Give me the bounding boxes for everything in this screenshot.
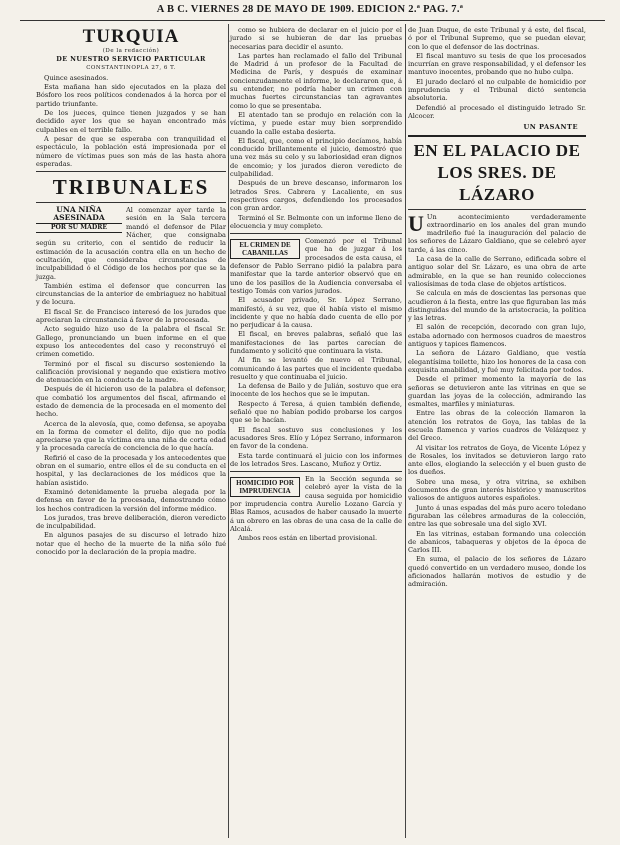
tribunales-para: Acerca de la alevosía, que, como defensa, se apoyaba en la forma de cometer el delito, dijo que no podía apreciarse ya que la víctima era una niña de corta edad y la procesada carecía de conciencia de lo que hacía. — [36, 419, 226, 453]
turquia-para: Esta mañana han sido ejecutados en la plaza del Bósforo los reos políticos condenados á la horca por el partido triunfante. — [36, 83, 226, 108]
homicidio-lead: En la Sección segunda se celebró ayer la vista de la causa seguida por homicidio por imprudencia contra Aurelio Lozano García y Blas Ramos, acusados de haber causado la muerte á un obrero en las obras de una casa de la calle de Alcalá. — [230, 475, 402, 533]
dropcap-u: U — [408, 210, 424, 236]
col3-para: El fiscal mantuvo su tesis de que los procesados incurrían en grave responsabilidad, y el defensor les mantuvo inocentes, probando que no hubo culpa. — [408, 51, 586, 77]
tribunales-lead: Al comenzar ayer tarde la sesión en la Sala tercera mandó el defensor de Pilar Nácher, que consignaba según su criterio, con el sentido de reducir la estimación de la acusación contra ella en un hecho de ocultación, que consideraba circunstancias de inculpabilidad ó el Código de los hechos por que se la juzga. — [36, 206, 226, 281]
col2-para: Terminó el Sr. Belmonte con un informe lleno de elocuencia y muy completo. — [230, 213, 402, 230]
palacio-para: Al visitar los retratos de Goya, de Vicente López y de Rosales, los invitados se detuvieron largo rato ante ellos, elogiando la selección y el buen gusto de los dueños. — [408, 443, 586, 477]
col2-para: como se hubiera de declarar en el juicio por el jurado si se hubieran de dar las pruebas necesarias para decidir el asunto. — [230, 26, 402, 51]
col2-para: El atentado tan se produjo en relación con la víctima, y puede estar muy bien sorprendido cuando la calle estaba desierta. — [230, 110, 402, 136]
crimen-para: Esta tarde continuará el juicio con los informes de los letrados Sres. Lascano, Muñoz y Ortiz. — [230, 451, 402, 468]
section-rule — [408, 135, 586, 137]
col2-para: Las partes han reclamado el fallo del Tribunal de Madrid á un profesor de la Facultad de Medicina de París, y después de examinar concienzudamente el informe, le declararon que, á su entender, no podría haber un crimen con muchas fuertes circunstancias tan agravantes como lo que se presentaba. — [230, 51, 402, 110]
palacio-para: Entre las obras de la colección llamaron la atención los retratos de Goya, las tablas de la escuela flamenca y varios cuadros de Velázquez y del Greco. — [408, 409, 586, 443]
palacio-lead: Un acontecimiento verdaderamente extraordinario en los anales del gran mundo madrileño fué la inauguración del palacio de los señores de Lázaro Galdiano, que se celebró ayer tarde, á las cinco. — [408, 212, 586, 254]
tribunales-para: También estima el defensor que concurren las circunstancias de la anterior de embriaguez no habitual y de locura. — [36, 281, 226, 307]
crimen-para: La defensa de Bailo y de Julián, sostuvo que era inocente de los hechos que se le imputan. — [230, 382, 402, 399]
col3-lead: de Juan Duque, de este Tribunal y á este, del fiscal, ó por el Tribunal Supremo, que se puedan elevar, con lo que el defensor de las doctrinas. — [408, 26, 586, 51]
tribunales-para: El fiscal Sr. de Francisco interesó de los jurados que apreciaran la circunstancia á favor de la procesada. — [36, 307, 226, 325]
palacio-para: Se calcula en más de doscientas las personas que acudieron á la fiesta, entre las que figuraban las más distinguidas del mundo de la aristocracia, la política y las letras. — [408, 289, 586, 323]
homicidio-heading: HOMICIDIO POR IMPRUDENCIA — [230, 477, 300, 497]
tribunales-para: Los jurados, tras breve deliberación, dieron veredicto de inculpabilidad. — [36, 513, 226, 531]
signature: UN PASANTE — [523, 123, 578, 132]
crimen-para: Respecto á Teresa, á quien también defiende, señaló que no habían podido probarse los cargos que se le hacían. — [230, 399, 402, 425]
section-subheading: POR SU MADRE — [36, 223, 122, 233]
section-rule — [36, 202, 226, 203]
section-rule — [230, 233, 402, 234]
tribunales-para: Examinó detenidamente la prueba alegada por la defensa en favor de la procesada, demostrando cómo los hechos contradicen la versión del informe médico. — [36, 487, 226, 513]
section-heading-box — [36, 206, 122, 233]
crimen-lead: Comenzó por el Tribunal que ha de juzgar á los procesados de esta causa, el defensor de Pablo Serrano pidió la palabra para manifestar que la tarde anterior observó que en uno de los pasillos de la Audiencia conversaba el testigo Tomás con varios jurados. — [230, 237, 402, 295]
column-2 — [230, 26, 402, 544]
turquia-sub2: DE NUESTRO SERVICIO PARTICULAR — [56, 55, 206, 64]
turquia-para: A pesar de que se esperaba con tranquilidad el espectáculo, la población está impresionada por el número de víctimas pues son más de las hasta ahora esperadas. — [36, 134, 226, 168]
section-rule — [36, 171, 226, 172]
tribunales-para: Terminó por el fiscal su discurso sosteniendo la calificación provisional y negando que existiera motivo de atenuación en la conducta de la madre. — [36, 359, 226, 385]
tribunales-para: Acto seguido hizo uso de la palabra el fiscal Sr. Gallego, pronunciando un buen informe en el que expuso los antecedentes del caso y reconstruyó el crimen cometido. — [36, 325, 226, 359]
tribunales-title: TRIBUNALES — [52, 175, 210, 200]
palacio-title: EN EL PALACIO DE LOS SRES. DE LÁZARO — [413, 140, 581, 204]
col3-para: El jurado declaró el no culpable de homicidio por imprudencia y el Tribunal dictó sentencia absolutoria. — [408, 77, 586, 103]
palacio-para: En suma, el palacio de los señores de Lázaro quedó convertido en un verdadero museo, donde los aficionados hallarán motivos de estudio y de admiración. — [408, 555, 586, 589]
crimen-para: El acusador privado, Sr. López Serrano, manifestó, á su vez, que él había visto el mismo incidente y que no había dado cuenta de ello por no perjudicar á la causa. — [230, 296, 402, 330]
tribunales-para: Después de él hicieron uso de la palabra el defensor, que combatió los argumentos del fiscal, afirmando el estado de demencia de la procesada en el momento del hecho. — [36, 385, 226, 419]
palacio-para: El salón de recepción, decorado con gran lujo, estaba adornado con hermosos cuadros de maestros antiguos y tapices flamencos. — [408, 323, 586, 349]
column-divider-1 — [228, 24, 229, 838]
palacio-para: En las vitrinas, estaban formando una colección de abanicos, tabaqueras y objetos de la época de Carlos III. — [408, 529, 586, 555]
crimen-para: El fiscal, en breves palabras, señaló que las manifestaciones de las partes carecían de fundamento y solicitó que continuara la vista. — [230, 330, 402, 355]
palacio-para: Desde el primer momento la mayoría de las señoras se detuvieron ante las vitrinas en que se guardan las joyas de la colección, admirando las esmaltes, marfiles y miniaturas. — [408, 375, 586, 409]
homicidio-para: Ambos reos están en libertad provisional. — [238, 534, 378, 543]
column-1 — [36, 26, 226, 557]
header-rule — [20, 20, 605, 21]
col2-para: El fiscal, que, como el principio decíamos, había conducido brillantemente el juicio, demostró que una vez más su celo y su laboriosidad eran dignos de encomio; y los jurados dieron veredicto de culpabilidad. — [230, 136, 402, 179]
column-divider-2 — [405, 24, 406, 838]
palacio-para: La señora de Lázaro Galdiano, que vestía elegantísima toilette, hizo los honores de la casa con exquisita amabilidad, y fué muy felicitada por todos. — [408, 349, 586, 374]
col2-para: Después de un breve descanso, informaron los letrados Sres. Cabrera y Lacaliente, en sus respectivos cargos, defendiendo los procesados con gran ardor. — [230, 179, 402, 213]
section-heading: UNA NIÑA ASESINADA — [53, 205, 105, 223]
page-header: A B C. VIERNES 28 DE MAYO DE 1909. EDICION 2.ª PAG. 7.ª — [156, 4, 464, 15]
crimen-para: Al fin se levantó de nuevo el Tribunal, comunicando á las partes que el incidente quedaba resuelto y que continuaba el juicio. — [230, 356, 402, 381]
crimen-heading: EL CRIMEN DE CABANILLAS — [230, 239, 300, 259]
section-rule — [230, 471, 402, 472]
turquia-title: TURQUIA — [82, 26, 180, 47]
tribunales-para: En algunos pasajes de su discurso el letrado hizo notar que el hecho de la muerte de la niña sólo fué conocido por la declaración de la propia madre. — [36, 531, 226, 557]
palacio-para: La casa de la calle de Serrano, edificada sobre el antiguo solar del Sr. Lázaro, es una obra de arte admirable, en la que se han reunido colecciones valiosísimas de toda clase de objetos artísticos. — [408, 255, 586, 288]
turquia-place: CONSTANTINOPLA 27, 6 T. — [86, 64, 176, 71]
crimen-para: El fiscal sostuvo sus conclusiones y los acusadores Sres. Elío y López Serrano, informaron en favor de la condena. — [230, 425, 402, 451]
palacio-para: Junto á unas espadas del más puro acero toledano figuraban las célebres armaduras de la colección, entre las que sobresale una del siglo XVI. — [408, 503, 586, 529]
turquia-para: Quince asesinados. — [44, 73, 109, 82]
turquia-para: De los jueces, quince tienen juzgados y se han decidido ayer los que se hayan encontrado más culpables en el terrible fallo. — [36, 109, 226, 134]
palacio-para: Sobre una mesa, y otra vitrina, se exhiben documentos de gran interés histórico y manuscritos valiosos de antiguos autores españoles. — [408, 477, 586, 503]
turquia-sub1: (De la redacción) — [102, 48, 160, 54]
col3-para: Defendió al procesado el distinguido letrado Sr. Alcocer. — [408, 103, 586, 120]
section-rule — [408, 209, 586, 210]
tribunales-para: Refirió el caso de la procesada y los antecedentes que obran en el sumario, entre ellos el de su conducta en el hospital, y las declaraciones de los médicos que la habían asistido. — [36, 453, 226, 487]
column-3 — [408, 26, 586, 590]
